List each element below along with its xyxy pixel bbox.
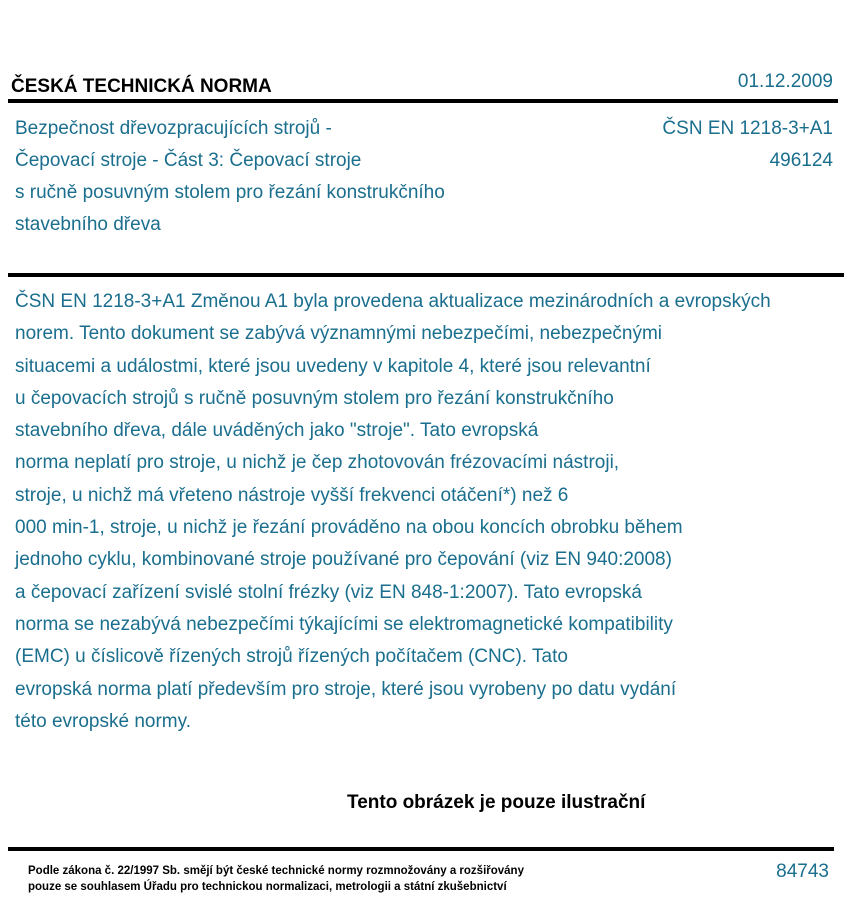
abstract-line: norma neplatí pro stroje, u nichž je čep zhotovován frézovacími nástroji, (15, 452, 620, 474)
standard-title-line: stavebního dřeva (15, 214, 161, 235)
illustration-note: Tento obrázek je pouze ilustrační (347, 792, 646, 813)
standard-code: ČSN EN 1218-3+A1 (662, 118, 833, 139)
abstract-text (15, 286, 865, 738)
legal-notice-line: Podle zákona č. 22/1997 Sb. smějí být české technické normy rozmnožovány a rozšiřovány (28, 865, 524, 877)
abstract-line: této evropské normy. (15, 710, 192, 732)
footer-rule (8, 847, 834, 851)
abstract-line: stroje, u nichž má vřeteno nástroje vyšší frekvenci otáčení*) než 6 (15, 484, 569, 506)
abstract-line: norem. Tento dokument se zabývá významnými nebezpečími, nebezpečnými (15, 323, 663, 345)
abstract-line: u čepovacích strojů s ručně posuvným stolem pro řezání konstrukčního (15, 387, 614, 409)
abstract-line: ČSN EN 1218-3+A1 Změnou A1 byla provedena aktualizace mezinárodních a evropských (15, 291, 771, 312)
abstract-line: jednoho cyklu, kombinované stroje používané pro čepování (viz EN 940:2008) (15, 549, 672, 571)
abstract-line: norma se nezabývá nebezpečími týkajícími se elektromagnetické kompatibility (15, 613, 673, 635)
header-rule (8, 99, 838, 103)
header-title: ČESKÁ TECHNICKÁ NORMA (11, 76, 272, 97)
standard-title-line: s ručně posuvným stolem pro řezání konstrukčního (15, 182, 445, 203)
abstract-line: evropská norma platí především pro stroje, které jsou vyrobeny po datu vydání (15, 678, 677, 700)
abstract-line: stavebního dřeva, dále uváděných jako "stroje". Tato evropská (15, 420, 539, 442)
legal-notice-line: pouze se souhlasem Úřadu pro technickou normalizaci, metrologii a státní zkušebnictví (28, 881, 507, 893)
abstract-line: a čepovací zařízení svislé stolní frézky (viz EN 848-1:2007). Tato evropská (15, 581, 642, 603)
section-rule (8, 273, 844, 277)
standard-title-line: Bezpečnost dřevozpracujících strojů - (15, 118, 332, 139)
abstract-line: situacemi a událostmi, které jsou uvedeny v kapitole 4, které jsou relevantní (15, 355, 651, 377)
abstract-line: (EMC) u číslicově řízených strojů řízených počítačem (CNC). Tato (15, 646, 568, 668)
standard-title-line: Čepovací stroje - Část 3: Čepovací stroje (15, 150, 362, 171)
catalog-number: 84743 (776, 861, 829, 882)
class-number: 496124 (769, 150, 833, 171)
issue-date: 01.12.2009 (737, 71, 833, 92)
legal-notice (28, 863, 524, 895)
abstract-line: 000 min-1, stroje, u nichž je řezání prováděno na obou koncích obrobku během (15, 517, 683, 539)
